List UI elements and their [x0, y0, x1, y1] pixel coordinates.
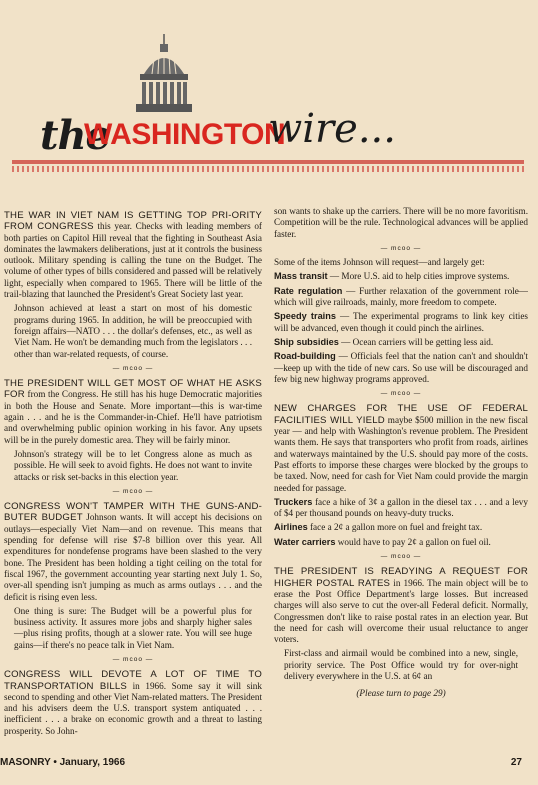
lead-heading: THE PRESIDENT IS READYING A REQUEST FOR HIGHER POSTAL RATES — [274, 566, 528, 589]
list-item-label: Truckers — [274, 496, 313, 507]
lead-body: from the Congress. He still has his huge Democratic majorities in both the House and Senate. More important—this is war-time again . . . and he is the Commander-in-Chief. He'll have patriotism and overwhelming public opinion working in his favor. Any upsets will be in the purely domestic area. They will be fairly minor. — [4, 389, 262, 445]
list-item-text: face a hike of 3¢ a gallon in the diesel tax . . . and a levy of $4 per thousand pounds on heavy-duty trucks. — [274, 496, 528, 519]
section-divider: — mcoo — — [112, 364, 154, 372]
lead-paragraph — [274, 566, 528, 645]
masthead-wire: wire... — [268, 106, 396, 152]
indented-paragraph: Johnson achieved at least a start on most of his domestic programs during 1965. In addition, he will be preoccupied with foreign affairs—NATO . . . the dollar's defenses, etc., as well as Viet Nam. He won't be demanding much from the legislators . . . other than war-related requests, of course. — [14, 303, 252, 359]
lead-paragraph — [274, 403, 528, 493]
list-item-text: — The experimental programs to link key cities will be advanced, even though it could pinch the airlines. — [274, 311, 528, 333]
lead-heading: NEW CHARGES FOR THE USE OF FEDERAL FACILITIES WILL YIELD — [274, 403, 528, 426]
list-item — [274, 351, 528, 385]
paragraph: Some of the items Johnson will request—and largely get: — [274, 257, 485, 268]
lead-body: maybe $500 million in the new fiscal year — and help with Washington's revenue problem. The President wants them. He says that transporters who profit from roads, airlines and waterways maintained by the U.S. should pay more of the costs. Past efforts to imporse these charges were blocked by the groups to be taxed. Now, need for cash for Viet Nam could provide the margin needed for passage. — [274, 414, 528, 493]
masthead-rule — [12, 160, 524, 164]
list-item — [274, 537, 528, 548]
section-divider: — mcoo — — [380, 553, 422, 561]
paragraph: son wants to shake up the carriers. There will be no more favoritism. Competition will be the rule. Technological advances will be applied faster. — [274, 206, 528, 239]
lead-body: in 1966. Some say it will sink second to spending and other Viet Nam-related matters. The President and his advisers deem the U.S. transport system antiquated . . . inefficient . . . a brake on economic growth and a threat to lasting prosperity. So John- — [4, 680, 262, 736]
list-item — [274, 497, 528, 520]
lead-body: this year. Checks with leading members of both parties on Capitol Hill reveal that the fighting in Southeast Asia dominates the lawmakers deliberations, just at it controls the business outlook. Military spending is calling the tune on the Budget. The volume of other types of bills considered and passed will be relatively light, especially when compared to 1965. There will be little of the trail-blazing that launched the President's Great Society last year. — [4, 221, 262, 300]
list-item — [274, 522, 528, 533]
lead-heading: THE WAR IN VIET NAM IS GETTING TOP PRI-ORITY FROM CONGRESS — [4, 210, 262, 233]
masthead-the: the — [40, 112, 111, 159]
lead-body: in 1966. The main object will be to erase the Post Office Department's large losses. But increased charges will also serve to cut the over-all Federal deficit. Normally, Congressmen don't like to raise postal rates in an election year. But the need for cash will overcome their usual reluctance to anger voters. — [274, 577, 528, 645]
section-divider: — mcoo — — [380, 244, 422, 252]
indented-paragraph: One thing is sure: The Budget will be a powerful plus for business activity. It assures more jobs and sharply higher sales—plus rising profits, though at a slower rate. You will see huge gains—if there's no peace talk in Viet Nam. — [14, 605, 252, 650]
section-divider: — mcoo — — [380, 390, 422, 398]
left-column — [4, 206, 262, 740]
indented-paragraph: First-class and airmail would be combined into a new, single, priority service. The Post Office would try for over-night delivery everywhere in the U.S. at 6¢ an — [284, 648, 518, 681]
page-number: 27 — [510, 757, 522, 768]
capitol-dome-icon — [136, 34, 192, 112]
list-item — [274, 337, 528, 348]
list-item-text: — Ocean carriers will be getting less aid. — [338, 336, 494, 347]
list-item-text: would have to pay 2¢ a gallon on fuel oil. — [335, 536, 491, 547]
list-item — [274, 286, 528, 309]
list-item-label: Rate regulation — [274, 285, 343, 296]
lead-paragraph — [4, 210, 262, 300]
list-item — [274, 271, 528, 282]
right-column — [274, 206, 528, 703]
list-item-label: Mass transit — [274, 271, 328, 282]
indented-paragraph: Johnson's strategy will be to let Congress alone as much as possible. He will seek to avoid fights. He does not want to invite attacks or risk set-backs in this election year. — [14, 448, 252, 482]
lead-paragraph — [4, 378, 262, 446]
list-item-text: — More U.S. aid to help cities improve systems. — [327, 271, 510, 282]
lead-paragraph — [4, 669, 262, 737]
continued-note: (Please turn to page 29) — [356, 688, 446, 699]
footer-publication: MASONRY • January, 1966 — [0, 757, 126, 768]
page-footer — [0, 757, 538, 771]
list-item-label: Airlines — [274, 522, 308, 533]
lead-heading: THE PRESIDENT WILL GET MOST OF WHAT HE ASKS FOR — [4, 378, 262, 401]
lead-heading: CONGRESS WILL DEVOTE A LOT OF TIME TO TRANSPORTATION BILLS — [4, 669, 262, 692]
lead-body: Johnson wants. It will accept his decisions on outlays—especially Viet Nam—and on revenue. This means that spending for defense will rise $7-8 billion over this year. All expenditures for nondefense programs have been slashed to the very bone. The President has been holding a tight ceiling on the total for fiscal 1967, the government accounting year starting next July 1. So, over-all spending isn't jumping as much as arms outlays . . . and the deficit is rising even less. — [4, 512, 262, 602]
lead-heading: CONGRESS WON'T TAMPER WITH THE GUNS-AND-BUTER BUDGET — [4, 501, 262, 524]
list-item-label: Ship subsidies — [274, 336, 339, 347]
list-item-label: Road-building — [274, 351, 336, 362]
list-item-label: Speedy trains — [274, 311, 336, 322]
list-item-text: face a 2¢ a gallon more on fuel and freight tax. — [307, 522, 483, 533]
list-item-text: — Further relaxation of the government role—which will give railroads, mainly, more freedom to compete. — [274, 285, 528, 308]
list-item-label: Water carriers — [274, 536, 336, 547]
list-item-text: — Officials feel that the nation can't and shouldn't—keep up with the tide of new cars. So use will be discouraged and few big new highway programs approved. — [274, 351, 528, 384]
section-divider: — mcoo — — [112, 655, 154, 663]
lead-paragraph — [4, 501, 262, 603]
masthead-dotted-rule — [12, 166, 524, 172]
masthead-washington: WASHINGTON — [84, 118, 286, 151]
section-divider: — mcoo — — [112, 487, 154, 495]
list-item — [274, 311, 528, 334]
